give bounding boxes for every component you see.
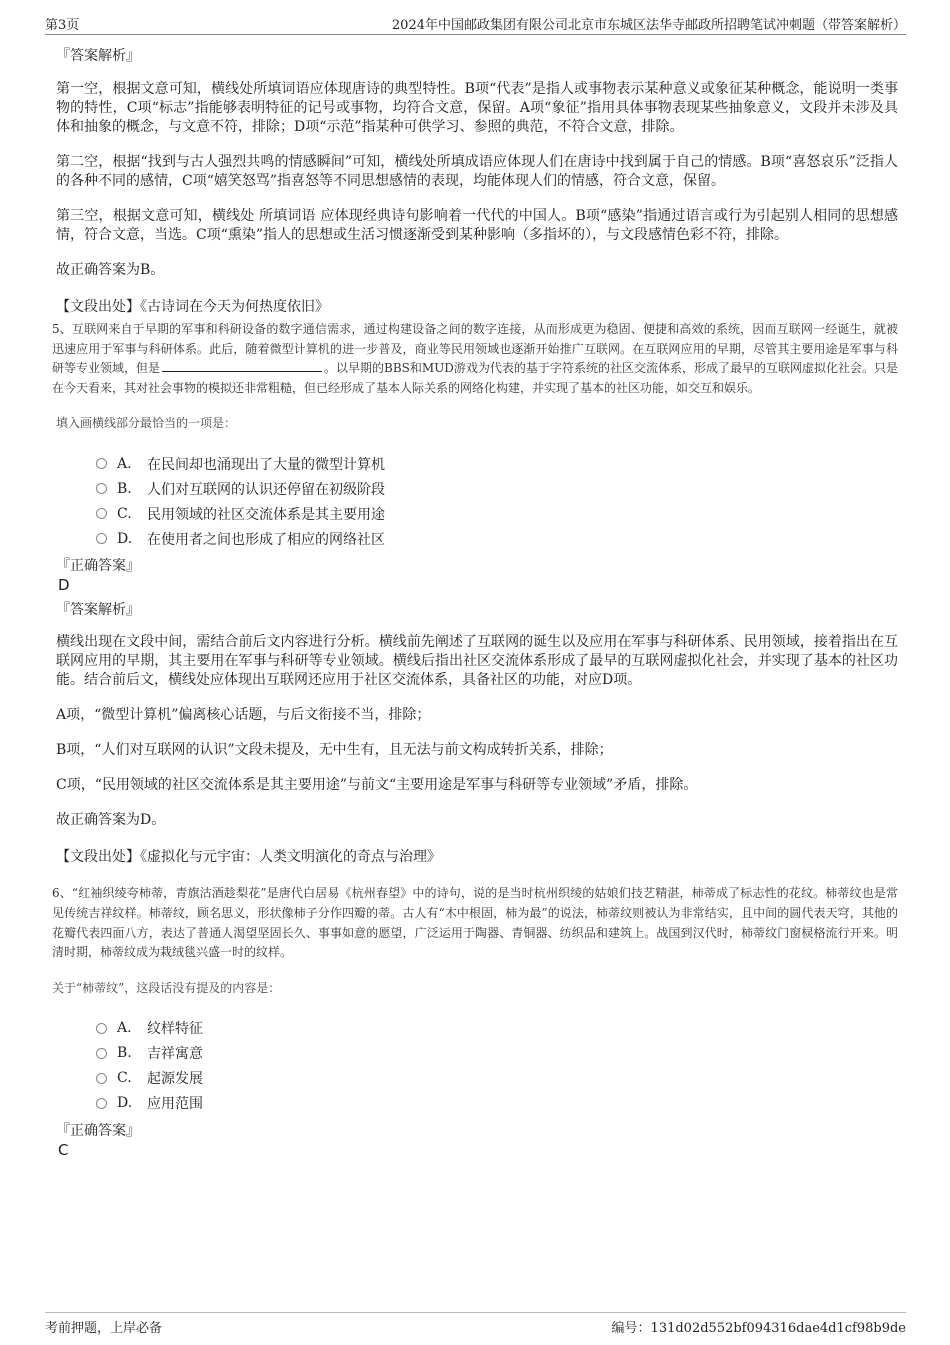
q4-conclusion: 故正确答案为B。 bbox=[56, 262, 165, 278]
radio-icon[interactable] bbox=[96, 1023, 107, 1034]
document-id: 编号：131d02d552bf094316dae4d1cf98b9de bbox=[611, 1321, 906, 1336]
q6-correct-answer: C bbox=[58, 1140, 69, 1159]
q5-prompt: 填入画横线部分最恰当的一项是： bbox=[56, 416, 237, 431]
radio-icon[interactable] bbox=[96, 1073, 107, 1084]
q5-analysis-title: 『答案解析』 bbox=[56, 602, 140, 619]
radio-icon[interactable] bbox=[96, 1098, 107, 1109]
option-text: 应用范围 bbox=[147, 1096, 203, 1113]
footer-slogan: 考前押题，上岸必备 bbox=[45, 1321, 163, 1336]
q4-analysis-p1: 第一空，根据文意可知，横线处所填词语应体现唐诗的典型特性。B项“代表”是指人或事物表示某种意义或象征某种概念，能说明一类事物的特性，C项“标志”指能够表明特征的记号或事物，均符合文意，保留。A项“象征”指用具体事物表现某些抽象意义，文段并未涉及具体和抽象的概念，与文意不符，排除；D项“示范”指某种可供学习、参照的典范，不符合文意，排除。 bbox=[56, 81, 898, 135]
q5-analysis-p2: A项，“微型计算机”偏离核心话题，与后文衔接不当，排除； bbox=[56, 707, 431, 724]
q5-correct-title: 『正确答案』 bbox=[56, 558, 140, 575]
option-text: 人们对互联网的认识还停留在初级阶段 bbox=[147, 481, 385, 498]
q5-options bbox=[96, 451, 898, 551]
option-letter: B. bbox=[117, 480, 132, 497]
q4-analysis-p3: 第三空，根据文意可知，横线处 所填词语 应体现经典诗句影响着一代代的中国人。B项“感染”指通过语言或行为引起别人相同的思想感情，符合文意，当选。C项“熏染”指人的思想或生活习惯逐渐受到某种影响（多指坏的），与文段感情色彩不符，排除。 bbox=[56, 208, 898, 243]
page-footer bbox=[45, 1312, 906, 1336]
q6-correct-title: 『正确答案』 bbox=[56, 1122, 140, 1139]
q5-stem-part1: 5、互联网来自于早期的军事和科研设备的数字通信需求，通过构建设备之间的数字连接，从而形成更为稳固、便捷和高效的系统，因而互联网一经诞生，就被迅速应用于军事与科研体系。此后，随着微型计算机的进一步普及，商业等民用领域也逐渐开始推广互联网。在互联网应用的早期，尽管其主要用途是军事与科研等专业领域，但是 bbox=[52, 322, 898, 376]
option-letter: A. bbox=[117, 1020, 132, 1037]
q5-option-c[interactable] bbox=[96, 501, 898, 526]
option-letter: B. bbox=[117, 1045, 132, 1062]
q5-analysis-p1: 横线出现在文段中间，需结合前后文内容进行分析。横线前先阐述了互联网的诞生以及应用在军事与科研体系、民用领域，接着指出在互联网应用的早期，其主要用在军事与科研等专业领域。横线后指出社区交流体系形成了最早的互联网虚拟化社会，并实现了基本的社区功能。结合前后文，横线处应体现出互联网还应用于社区交流体系，具备社区的功能，对应D项。 bbox=[56, 634, 898, 689]
q4-analysis-p2: 第二空，根据“找到与古人强烈共鸣的情感瞬间”可知，横线处所填成语应体现人们在唐诗中找到属于自己的情感。B项“喜怒哀乐”泛指人的各种不同的感情，C项“嬉笑怒骂”指喜怒等不同思想感情的表现，均能体现人们的情感，符合文意，保留。 bbox=[56, 154, 898, 189]
option-text: 吉祥寓意 bbox=[147, 1046, 203, 1063]
option-letter: C. bbox=[117, 1070, 132, 1087]
option-letter: A. bbox=[117, 455, 132, 472]
q4-source: 【文段出处】《古诗词在今天为何热度依旧》 bbox=[56, 299, 329, 315]
option-text: 在民间却也涌现出了大量的微型计算机 bbox=[147, 456, 385, 473]
q5-analysis-p4: C项，“民用领域的社区交流体系是其主要用途”与前文“主要用途是军事与科研等专业领域”矛盾，排除。 bbox=[56, 777, 698, 794]
q6-option-c[interactable] bbox=[96, 1066, 898, 1091]
q6-option-d[interactable] bbox=[96, 1091, 898, 1116]
option-text: 纹样特征 bbox=[147, 1021, 203, 1038]
q5-stem-part2: 。以早期的BBS和MUD游戏为代表的基于字符系统的社区交流体系，形成了最早的互联网虚拟化社会。只是在今天看来，其对社会事物的模拟还非常粗糙，但已经形成了基本人际关系的网络化构建，并实现了基本的社区功能，如交互和娱乐。 bbox=[52, 361, 898, 395]
option-text: 在使用者之间也形成了相应的网络社区 bbox=[147, 531, 385, 548]
q6-stem: 6、“红袖织绫夸柿蒂，青旗沽酒趁梨花”是唐代白居易《杭州春望》中的诗句，说的是当时杭州织绫的姑娘们技艺精湛，柿蒂成了标志性的花纹。柿蒂纹也是常见传统吉祥纹样。柿蒂纹，顾名思义，形状像柿子分作四瓣的蒂。古人有“木中根固，柿为最”的说法，柿蒂纹则被认为非常结实，且中间的圆代表天穹，其他的花瓣代表四面八方，表达了普通人渴望坚固长久、事事如意的愿望，广泛运用于陶器、青铜器、纺织品和建筑上。战国到汉代时，柿蒂纹门窗棂格流行开来。明清时期，柿蒂纹成为栽绒毯兴盛一时的纹样。 bbox=[52, 886, 898, 960]
option-text: 起源发展 bbox=[147, 1071, 203, 1088]
q6-option-b[interactable] bbox=[96, 1041, 898, 1066]
q5-source: 【文段出处】《虚拟化与元宇宙：人类文明演化的奇点与治理》 bbox=[56, 849, 441, 866]
q6-prompt: 关于“柿蒂纹”，这段话没有提及的内容是： bbox=[52, 980, 281, 995]
option-letter: D. bbox=[117, 530, 133, 547]
q5-option-d[interactable] bbox=[96, 526, 898, 551]
radio-icon[interactable] bbox=[96, 1048, 107, 1059]
radio-icon[interactable] bbox=[96, 533, 107, 544]
option-text: 民用领域的社区交流体系是其主要用途 bbox=[147, 506, 385, 523]
radio-icon[interactable] bbox=[96, 483, 107, 494]
q5-option-b[interactable] bbox=[96, 476, 898, 501]
radio-icon[interactable] bbox=[96, 458, 107, 469]
document-title: 2024年中国邮政集团有限公司北京市东城区法华寺邮政所招聘笔试冲刺题（带答案解析） bbox=[391, 18, 906, 33]
page-content bbox=[52, 46, 898, 1166]
q5-analysis-p3: B项，“人们对互联网的认识”文段未提及，无中生有，且无法与前文构成转折关系，排除； bbox=[56, 742, 613, 759]
q6-options bbox=[96, 1016, 898, 1116]
q5-option-a[interactable] bbox=[96, 451, 898, 476]
q6-option-a[interactable] bbox=[96, 1016, 898, 1041]
q5-blank bbox=[162, 359, 322, 372]
page-number: 第3页 bbox=[45, 18, 80, 33]
q4-analysis-title: 『答案解析』 bbox=[56, 48, 140, 64]
q5-correct-answer: D bbox=[58, 576, 70, 595]
page-header bbox=[45, 14, 906, 35]
radio-icon[interactable] bbox=[96, 508, 107, 519]
q5-conclusion: 故正确答案为D。 bbox=[56, 812, 166, 829]
q5-stem bbox=[52, 320, 898, 398]
option-letter: C. bbox=[117, 505, 132, 522]
option-letter: D. bbox=[117, 1095, 133, 1112]
